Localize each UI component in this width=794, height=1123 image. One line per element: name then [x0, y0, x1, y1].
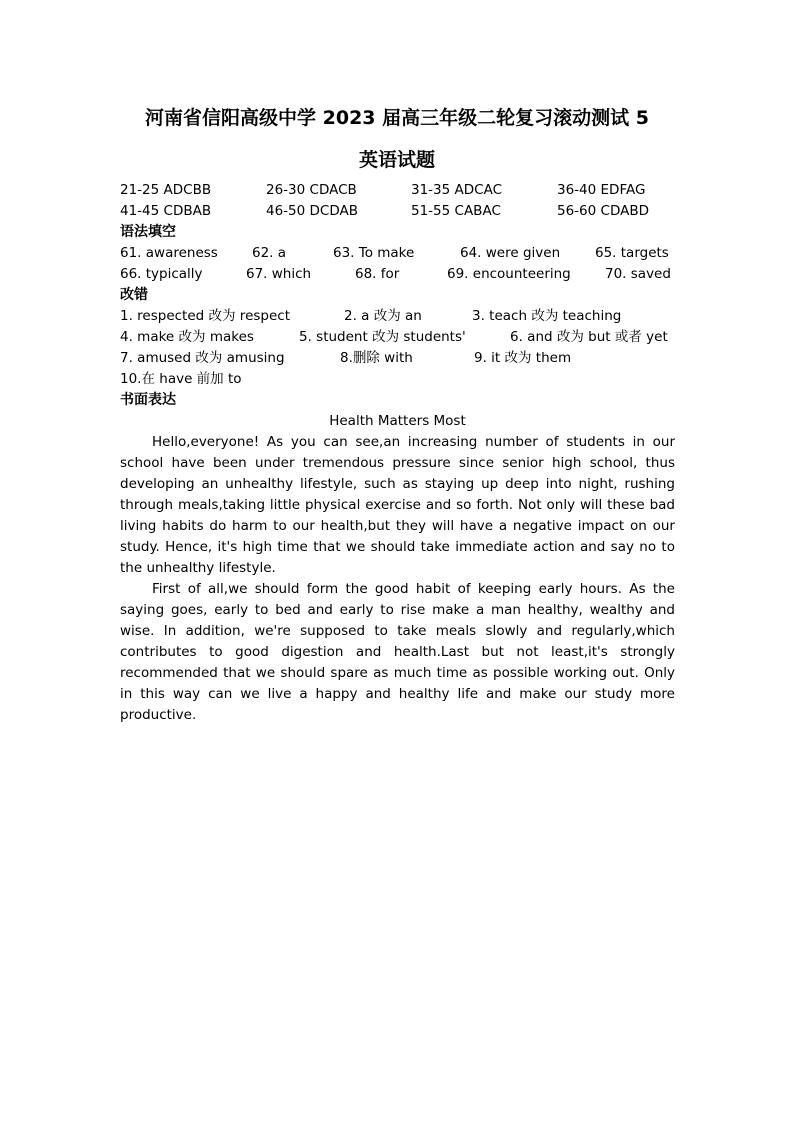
grammar-answer: 70. saved	[605, 266, 671, 282]
essay	[120, 411, 680, 726]
choice-answer: 21-25 ADCBB	[120, 182, 212, 198]
answer-key	[120, 180, 680, 726]
grammar-answer: 62. a	[252, 245, 287, 261]
correction-answer: 1. respected 改为 respect	[120, 308, 290, 324]
grammar-answer: 63. To make	[333, 245, 415, 261]
correction-answer: 3. teach 改为 teaching	[472, 308, 622, 324]
grammar-answer: 61. awareness	[120, 245, 218, 261]
correction-answers-row	[120, 327, 680, 348]
correction-answer: 2. a 改为 an	[344, 308, 422, 324]
essay-title: Health Matters Most	[329, 413, 466, 429]
choice-answer: 41-45 CDBAB	[120, 203, 212, 219]
correction-answer: 7. amused 改为 amusing	[120, 350, 285, 366]
correction-answer: 4. make 改为 makes	[120, 329, 254, 345]
correction-answers-row	[120, 306, 680, 327]
essay-paragraph: Hello,everyone! As you can see,an increasing number of students in our school have been under tremendous pressure since senior high school, thus developing an unhealthy lifestyle, such as staying up deep into night, rushing through meals,taking little physical exercise and so forth. Not only will these bad living habits do harm to our health,but they will have a negative impact on our study. Hence, it's high time that we should take immediate action and say no to the unhealthy lifestyle.	[120, 434, 675, 576]
choice-answer: 46-50 DCDAB	[266, 203, 358, 219]
grammar-answer: 68. for	[355, 266, 400, 282]
choice-answer: 26-30 CDACB	[266, 182, 357, 198]
correction-answer: 5. student 改为 students'	[299, 329, 466, 345]
choice-answer: 56-60 CDABD	[557, 203, 649, 219]
writing-heading: 书面表达	[120, 392, 176, 408]
correction-answer: 10.在 have 前加 to	[120, 371, 242, 387]
grammar-answer: 67. which	[246, 266, 312, 282]
grammar-answer: 69. encounteering	[447, 266, 571, 282]
grammar-answer: 66. typically	[120, 266, 203, 282]
choice-answers-row	[120, 180, 680, 201]
essay-paragraph: First of all,we should form the good habit of keeping early hours. As the saying goes, early to bed and early to rise make a man healthy, wealthy and wise. In addition, we're supposed to take meals slowly and regularly,which contributes to good digestion and health.Last but not least,it's strongly recommended that we should spare as much time as possible working out. Only in this way can we live a happy and healthy life and make our study more productive.	[120, 581, 675, 723]
choice-answers-row	[120, 201, 680, 222]
document-subtitle: 英语试题	[358, 149, 435, 171]
choice-answer: 36-40 EDFAG	[557, 182, 646, 198]
document-title: 河南省信阳高级中学 2023 届高三年级二轮复习滚动测试 5	[145, 107, 649, 129]
grammar-answer: 64. were given	[460, 245, 561, 261]
grammar-heading: 语法填空	[120, 224, 176, 240]
grammar-answers-row	[120, 264, 680, 285]
correction-answer: 8.删除 with	[340, 350, 413, 366]
correction-heading: 改错	[120, 287, 148, 303]
correction-answers-row	[120, 369, 680, 390]
correction-answers-row	[120, 348, 680, 369]
choice-answer: 31-35 ADCAC	[411, 182, 502, 198]
grammar-answers-row	[120, 243, 680, 264]
correction-answer: 6. and 改为 but 或者 yet	[510, 329, 668, 345]
correction-answer: 9. it 改为 them	[474, 350, 572, 366]
choice-answer: 51-55 CABAC	[411, 203, 501, 219]
grammar-answer: 65. targets	[595, 245, 669, 261]
